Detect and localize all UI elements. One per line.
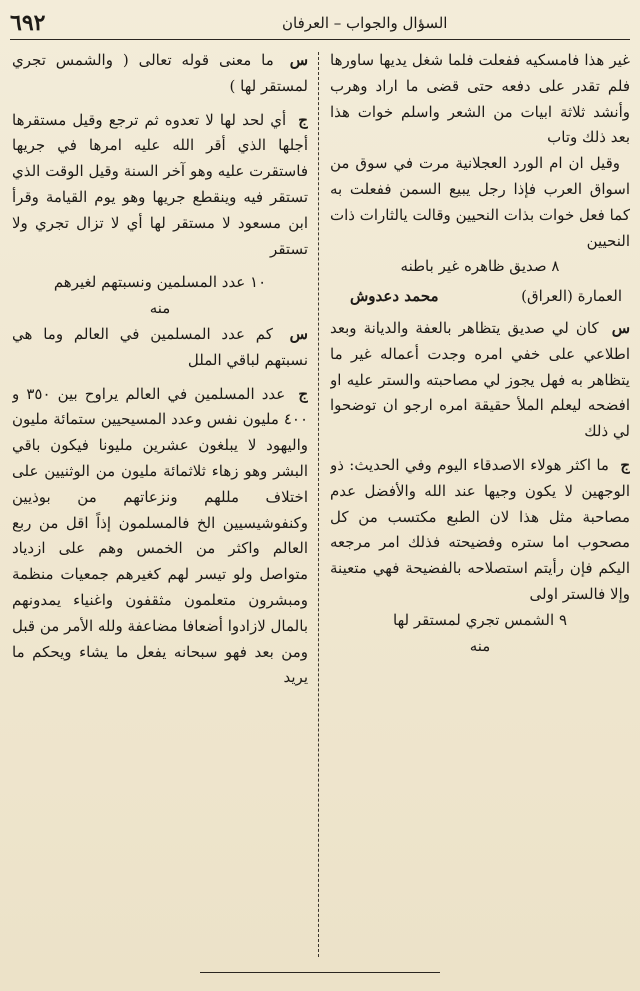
section-9-title: ٩ الشمس تجري لمستقر لها: [393, 610, 567, 629]
answer-2-text: عدد المسلمين في العالم يراوح بين ٣٥٠ و ٤٠٠ مليون نفس وعدد المسيحيين ستمائة مليون واليهود لا يبلغون عشرين مليونا فيكون باقي البشر وهو زهاء ثلاثمائة مليون من الوثنيين على اختلاف مللهم ونزعاتهم من بوذيين وكنفوشيسيين الخ فالمسلمون إذاً اقل من ربع العالم واكثر من الخمس وهم على ازدياد متواصل ولو تيسر لهم كغيرهم جمعيات منظمة ومبشرون متعلمون مثقفون واغنياء يمدونهم بالمال لازادوا أضعافا مضاعفة ولله الأمر من قبل ومن بعد فهو سبحانه يفعل ما يشاء ويحكم ما يريد: [12, 384, 308, 687]
section-10-source: منه: [149, 299, 171, 318]
answer-paragraph-left: [12, 108, 308, 263]
section-9-source: منه: [469, 636, 491, 655]
page-header: [10, 6, 630, 40]
footer-rule: [200, 972, 440, 973]
question-paragraph-left: [12, 48, 308, 100]
byline: [330, 280, 630, 316]
answer-paragraph: [330, 453, 630, 608]
answer-label-left: ج: [298, 110, 308, 129]
question-text: كان لي صديق يتظاهر بالعفة والديانة وبعد اطلاعي على خفي امره وجدت أعماله غير ما يتظاهر به فهل يجوز لي مصاحبته والستر عليه او افضحه ليعلم الملأ حقيقة امره ارجو ان توضحوا لي ذلك: [330, 318, 630, 441]
intro-paragraph-2: وقيل ان ام الورد العجلانية مرت في سوق من اسواق العرب فإذا رجل يبيع السمن ففعلت به كما فعل خوات بذات النحيين وقالت يالثارات ذات النحيين: [330, 154, 630, 250]
answer-2-paragraph: [12, 382, 308, 692]
question-label: س: [611, 318, 630, 337]
section-8-title: ٨ صديق ظاهره غير باطنه: [400, 257, 560, 276]
answer-text-left: أي لحد لها لا تعدوه ثم ترجع وقيل مستقرها أجلها الذي أقر الله عليه امرها في جريها فاستقرت عليه وهو آخر السنة وقيل الوقت الذي تستقر فيه وينقطع جريها وهو يوم القيامة وقرأ ابن مسعود لا مستقر لها أي لا تزال تجري ولا تستقر: [12, 110, 308, 258]
question-2-text: كم عدد المسلمين في العالم وما هي نسبتهم لباقي الملل: [12, 324, 308, 369]
section-10-title: ١٠ عدد المسلمين ونسبتهم لغيرهم: [53, 273, 267, 292]
right-column: [330, 48, 630, 961]
question-label-left: س: [289, 51, 308, 69]
question-2-paragraph: [12, 322, 308, 374]
left-column: [12, 48, 308, 961]
answer-text: ما اكثر هولاء الاصدقاء اليوم وفي الحديث: ذو الوجهين لا يكون وجيها عند الله والأفضل عدم مصاحبة مثل هذا لان الطبع مكتسب من كل مصحوب اما ستره وفضيحته فذلك امر مرجعه اليكم فإن رأيتم استصلاحه بالفضيحة فهي متعينة وإلا فالستر اولى: [330, 455, 630, 603]
column-divider: [318, 52, 319, 957]
question-2-label: س: [289, 324, 308, 343]
answer-label: ج: [620, 455, 630, 474]
byline-author: محمد دعدوش: [350, 287, 439, 306]
page-number: ٦٩٢: [10, 9, 46, 36]
intro-paragraph: غير هذا فامسكيه ففعلت فلما شغل يديها ساورها فلم تقدر على دفعه حتى قضى ما اراد وهرب وأنشد ثلاثة ابيات من الشعر واسلم خوات هذا بعد ذلك وتاب: [330, 51, 630, 147]
question-paragraph: [330, 316, 630, 445]
byline-place: العمارة (العراق): [521, 287, 622, 306]
question-text-left: ما معنى قوله تعالى ( والشمس تجري لمستقر لها ): [12, 51, 308, 95]
running-title: السؤال والجواب – العرفان: [282, 13, 448, 32]
answer-2-label: ج: [298, 384, 308, 403]
